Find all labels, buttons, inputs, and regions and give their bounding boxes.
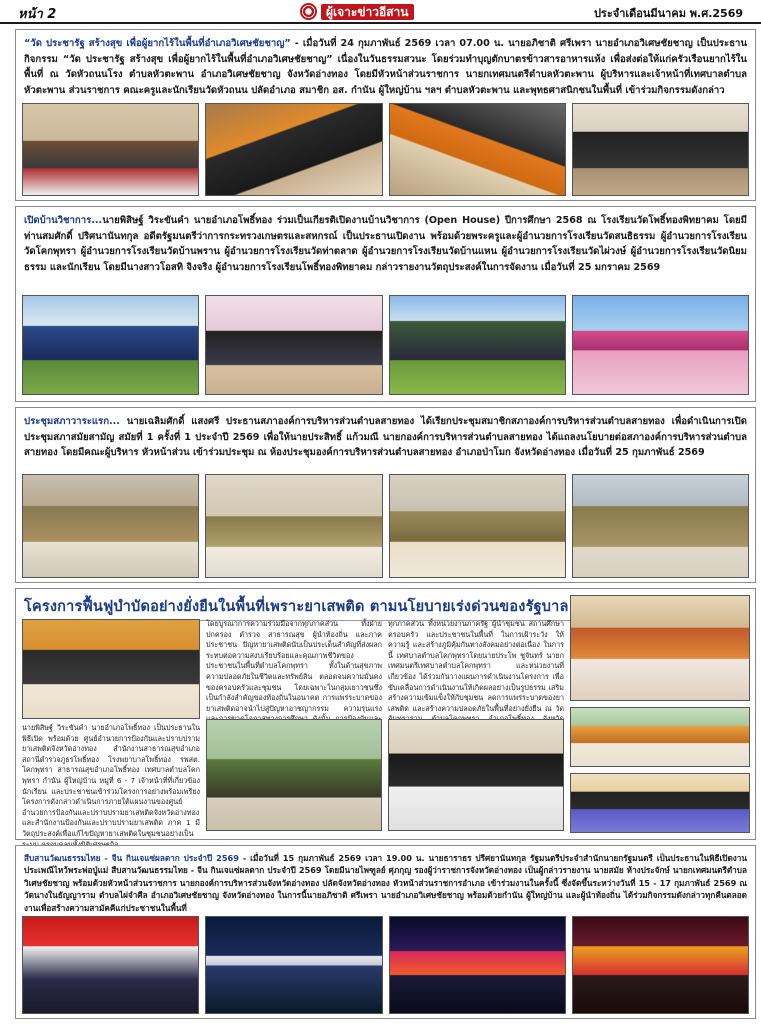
photo xyxy=(205,474,382,578)
article-council-meeting xyxy=(15,407,756,583)
article-text xyxy=(24,213,747,293)
photo-row xyxy=(22,474,749,578)
photo-row xyxy=(22,103,749,196)
article-open-house xyxy=(15,206,756,402)
article-temple-alms xyxy=(15,29,756,201)
photo xyxy=(22,619,200,719)
photo xyxy=(572,474,749,578)
photo xyxy=(22,103,199,196)
article-column-2: โดยบูรณาการความร่วมมือจากทุกภาคส่วน ทั้งฝ่ายปกครอง ตำรวจ สาธารณสุข ผู้นำท้องถิ่น และภาคประชาชน ปัญหายาเสพติดนับเป็นประเด็นสำคัญที่ส่งผลกระทบต่อความสงบเรียบร้อยและคุณภาพชีวิตของประชาชนในพื้นที่ตำบลโคกพุทรา ทั้งในด้านสุขภาพ ความปลอดภัยในชีวิตและทรัพย์สิน ตลอดจนความมั่นคงของครอบครัวและชุมชน โดยเฉพาะในกลุ่มเยาวชนซึ่งเป็นกำลังสำคัญของท้องถิ่นในอนาคต การแพร่ระบาดของยาเสพติดอาจนำไปสู่ปัญหาอาชญากรรม ความรุนแรง xyxy=(206,619,382,713)
issue-date: ประจำเดือนมีนาคม พ.ศ.2569 xyxy=(593,7,743,20)
photo xyxy=(205,916,382,1014)
page-number: หน้า 2 xyxy=(18,7,57,22)
photo xyxy=(572,103,749,196)
article-body: - เมื่อวันที่ 15 กุมภาพันธ์ 2569 เวลา 19.00 น. นายธาราธร ปรีศยานันทกุล รัฐมนตรีประจำสำนักนายกรัฐมนตรี เป็นประธานในพิธีเปิดงานประเพณีไหว้พระพ่อปู่แม่ สืบสานวัฒนธรรมไทย - จีน กินเจแซ่ผลตาก ประจำปี 2569 โดยมีนายไพฑูลย์ ศุภกุญ รองผู้ว่าราชการจังหวัดอ่างทอง เป็นผู้กล่าวรายงาน นายสมัย ห้างประจักษ์ นายกเทศมนตรีตำบลวิเศษชัยชาญ พร้อมด้วยหัวหน้าส่วนราชการ นายกองค์การบริหารส่วนจังหวัดอ่างทอง ปลัดจังหวัดอ่างทอง หัวหน้าส่วนราชการอำเภอ เข้าร่วมงานในครั้งนี้ ซึ่งจัดขึ้นระหว่างวันที่ 15 - 17 กุมภาพันธ์ 2569 ณ วัดนางในธัญญาราม ตำบลไผ่จำศีล อำเภอวิเศษชัยชาญ จังหวัดอ่างทอง ในการนี้นายอภิชาติ ศรีเพรา นายอำเภอวิเศษชัยชาญ พร้อมด้วยกำนัน ผู้ใหญ่บ้าน และผู้นำท้องถิ่น ได้ร่วมกิจกรรมดังกล่าวทุกคืนตลอดงานเพื่อสร้างความสามัคคีแก่ประชาชนในพื้นที่ xyxy=(24,853,747,913)
article-text xyxy=(24,852,747,914)
article-headline: “วัด ประชารัฐ สร้างสุข เพื่อผู้ยากไร้ในพื้นที่อำเภอวิเศษชัยชาญ” xyxy=(24,38,291,49)
photo xyxy=(389,295,566,395)
photo xyxy=(388,719,564,831)
masthead xyxy=(0,0,761,24)
newspaper-logo xyxy=(300,2,440,21)
photo xyxy=(206,719,382,831)
logo-seal-icon xyxy=(300,3,317,20)
article-vegetarian-festival xyxy=(15,845,756,1019)
photo xyxy=(389,103,566,196)
photo xyxy=(22,474,199,578)
article-body: นายพิสิษฐ์ วิระขันคำ นายอำเภอโพธิ์ทอง ร่วมเป็นเกียรติเปิดงานบ้านวิชาการ (Open House) ปีการศึกษา 2568 ณ โรงเรียนวัดโพธิ์ทองพิทยาคม โดยมีท่านสมศักดิ์ ปริศนานันทกุล อดีตรัฐมนตรีว่าการกระทรวงเกษตรและสหกรณ์ เป็นประธานเปิดงาน พร้อมด้วยพระครูและผู้อำนวยการโรงเรียนวัดสนธิธรรม ผู้อำนวยการโรงเรียนวัดโคกพุทรา ผู้อำนวยการโรงเรียนวัดบ้านพราน ผู้อำนวยการโรงเรียนวัดท่าตลาด ผู้อำนวยการโรงเรียนวัดบ้านแหน ผู้อำนวยการโรงเรียนวัดไผ่วงษ์ ผู้อำนวยการโรงเรียนวัดนิยมธรรม และนักเรียน โดยมีนางสาวโอสทิ จิงจริง ผู้อำนวยการโรงเรียนโพธิ์ทองพิทยาคม กล่าวรายงานวัตถุประสงค์ในการจัดงาน เมื่อวันที่ 25 มกราคม 2569 xyxy=(24,215,747,273)
article-headline: เปิดบ้านวิชาการ... xyxy=(24,215,103,226)
photo xyxy=(572,916,749,1014)
photo xyxy=(205,295,382,395)
photo xyxy=(389,916,566,1014)
article-drug-rehab xyxy=(15,588,756,840)
article-body: - เมื่อวันที่ 24 กุมภาพันธ์ 2569 เวลา 07.00 น. นายอภิชาติ ศรีเพรา นายอำเภอวิเศษชัยชาญ เป็นประธานกิจกรรม “วัด ประชารัฐ สร้างสุข เพื่อผู้ยากไร้ในพื้นที่อำเภอวิเศษชัยชาญ” เนื่องในวันธรรมสวนะ โดยร่วมทำบุญตักบาตรข้าวสารอาหารแห้ง เพื่อส่งต่อให้แก่ครัวเรือนยากไร้ในพื้นที่ ณ วัดหัวถนนโรง ตำบลหัวตะพาน อำเภอวิเศษชัยชาญ จังหวัดอ่างทอง โดยมีหัวหน้าส่วนราชการ นายกเทศมนตรีตำบลหัวตะพาน ผู้บริหารและเจ้าหน้าที่เทศบาลตำบลหัวตะพาน ส่วนราชการ คณะครูและนักเรียนวัดหัวถนน ปลัดอำเภอ สมาชิก อส. กำนัน ผู้ใหญ่บ้าน ฯลฯ ตำบลหัวตะพาน และพุทธศาสนิกชนในพื้นที่ เข้าร่วมกิจกรรมดังกล่าว xyxy=(24,38,747,96)
photo xyxy=(22,295,199,395)
photo xyxy=(570,773,750,833)
photo xyxy=(22,916,199,1014)
logo-text: ผู้เจาะข่าวอีสาน xyxy=(321,4,414,20)
article-text xyxy=(24,414,747,478)
photo xyxy=(572,295,749,395)
article-column-3: ทุกภาคส่วน ทั้งหน่วยงานภาครัฐ ผู้นำชุมชน สถานศึกษา ครอบครัว และประชาชนในพื้นที่ ในการเฝ้าระวัง ให้ความรู้ และสร้างภูมิคุ้มกันทางสังคมอย่างต่อเนื่อง ในการนี้ เทศบาลตำบลโคกพุทราโดยนายประโพ ชูจันทร์ นายกเทศมนตรีเทศบาลตำบลโคกพุทรา และหน่วยงานที่เกี่ยวข้อง ได้ร่วมกันวางแผนการดำเนินงานโครงการ เพื่อขับเคลื่อนการดำเนินงานให้เกิดผลอย่างเป็นรูปธรรม เสริมสร้างความเข้มแข็งให้กับชุมชน ลดการแพร่ระบาดของยาเสพติด และสร้างความปลอดภัยในพื้นที่อย่างยั่งยืน ณ วัด xyxy=(388,619,564,713)
photo xyxy=(570,707,750,767)
photo-row xyxy=(22,295,749,395)
photo xyxy=(389,474,566,578)
article-headline: ประชุมสภาวาระแรก... xyxy=(24,416,120,427)
photo xyxy=(205,103,382,196)
article-headline: สืบสานวัฒนธรรมไทย - จีน กินเจแซ่ผลตาก ประจำปี 2569 xyxy=(24,853,239,863)
photo xyxy=(570,595,750,701)
article-column-1: นายพิสิษฐ์ วิระขันคำ นายอำเภอโพธิ์ทอง เป็นประธานในพิธีเปิด พร้อมด้วย ศูนย์อำนวยการป้องกันและปราบปรามยาเสพติดจังหวัดอ่างทอง สำนักงานสาธารณสุขอำเภอ สถานีตำรวจภูธรโพธิ์ทอง โรงพยาบาลโพธิ์ทอง รพสต. โคกพุทรา สาธารณสุขอำเภอโพธิ์ทอง เทศบาลตำบลโคกพุทรา กำนัน ผู้ใหญ่บ้าน หมู่ที่ 6 - 7 เจ้าหน้าที่ที่เกี่ยวข้อง นักเรียน และประชาชนเข้าร่วมโครงการอย่างพร้อมเพรียง โครงการดังกล่าวดำเนินการภายใต้แผนงานของศูนย์อำนวยการป้องกันและปราบปรามยาเสพติดจังหวัดอ่างทอง และสำนักงานป้องกันและปราบปรามยาเสพติด ภาค 1 มีวัตถุประสงค์เพื่อแก้ไขปัญหายาเสพติดในชุมชนอย่างเป็น xyxy=(22,723,200,838)
article-text xyxy=(24,36,747,100)
article-headline: โครงการฟื้นฟูบำบัดอย่างยั่งยืนในพื้นที่เพราะยาเสพติด ตามนโยบายเร่งด่วนของรัฐบาล xyxy=(24,595,747,621)
photo-row xyxy=(22,916,749,1014)
article-body: นายเฉลิมศักดิ์ แสงศรี ประธานสภาองค์การบริหารส่วนตำบลสายทอง ได้เรียกประชุมสมาชิกสภาองค์การบริหารส่วนตำบลสายทอง เพื่อดำเนินการเปิดประชุมสภาสมัยสามัญ สมัยที่ 1 ครั้งที่ 1 ประจำปี 2569 เพื่อให้นายประสิทธิ์ แก้วมณี นายกองค์การบริหารส่วนตำบลสายทอง ได้แถลงนโยบายต่อสภาองค์การบริหารส่วนตำบลสายทอง โดยมีคณะผู้บริหาร หัวหน้าส่วน เข้าร่วมประชุม ณ ห้องประชุมองค์การบริหารส่วนตำบลสายทอง อำเภอป่าโมก จังหวัดอ่างทอง เมื่อวันที่ 25 กุมภาพันธ์ 2569 xyxy=(24,416,747,458)
